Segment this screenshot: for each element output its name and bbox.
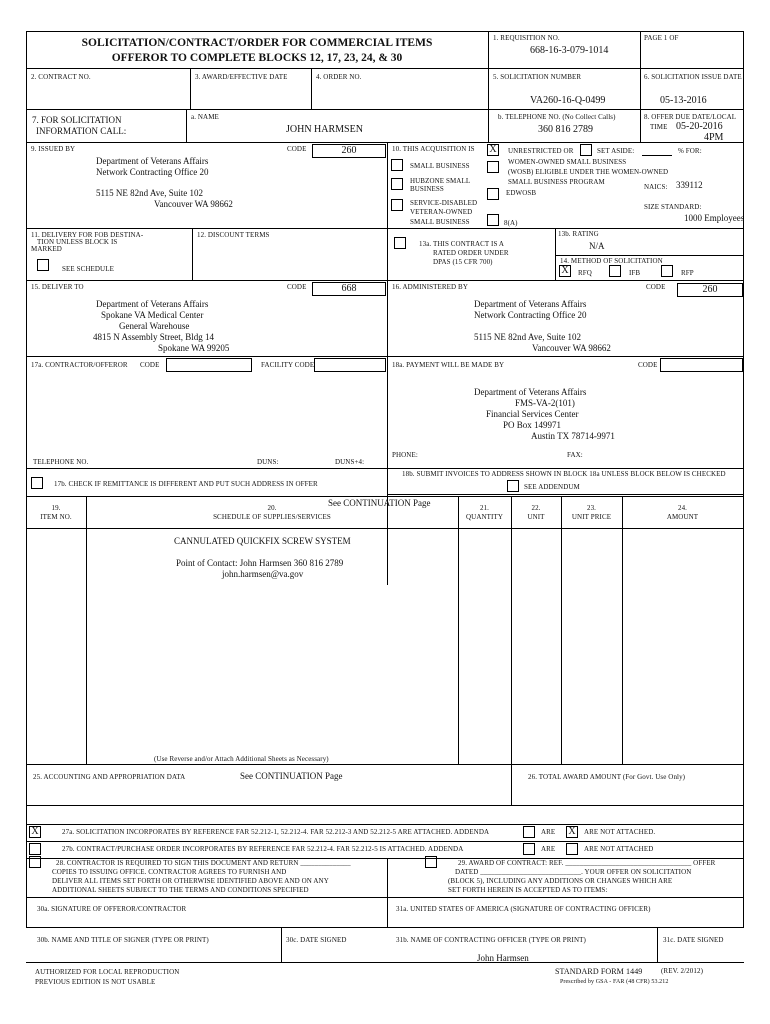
27a-are-label: ARE: [541, 828, 556, 836]
accounting-label: 25. ACCOUNTING AND APPROPRIATION DATA: [33, 773, 186, 781]
col20-header: SCHEDULE OF SUPPLIES/SERVICES: [213, 513, 331, 521]
requisition-label: 1. REQUISITION NO.: [493, 34, 560, 42]
28-line1: 28. CONTRACTOR IS REQUIRED TO SIGN THIS DOCUMENT AND RETURN ______________: [56, 859, 351, 867]
29-line3: (BLOCK 5), INCLUDING ANY ADDITIONS OR CHANGES WHICH ARE: [448, 877, 673, 885]
administered-line2: Network Contracting Office 20: [474, 310, 587, 320]
payment-phone-label: PHONE:: [392, 451, 418, 459]
28-checkbox[interactable]: [29, 856, 41, 868]
officer-name-value[interactable]: John Harmsen: [477, 953, 529, 963]
payment-line5: Austin TX 78714-9971: [531, 431, 615, 441]
delivery-label-1: 11. DELIVERY FOR FOB DESTINA-: [31, 231, 144, 239]
rated-order-label-2: RATED ORDER UNDER: [433, 249, 509, 257]
27a-text: 27a. SOLICITATION INCORPORATES BY REFERENCE FAR 52.212-1, 52.212-4. FAR 52.212-3 AND 52.212-5 ARE ATTACHED. ADDENDA: [62, 828, 490, 836]
see-addendum-checkbox[interactable]: [507, 480, 519, 492]
reverse-note: (Use Reverse and/or Attach Additional Sheets as Necessary): [154, 755, 329, 763]
sdvosb-label-3: SMALL BUSINESS: [410, 218, 470, 226]
sdvosb-checkbox[interactable]: [391, 199, 403, 211]
name-value[interactable]: JOHN HARMSEN: [286, 124, 363, 135]
submit-invoices-label: 18b. SUBMIT INVOICES TO ADDRESS SHOWN IN BLOCK 18a UNLESS BLOCK BELOW IS CHECKED: [402, 470, 726, 478]
rfp-label: RFP: [681, 269, 694, 277]
schedule-see-continuation: See CONTINUATION Page: [328, 498, 431, 508]
size-standard-label: SIZE STANDARD:: [644, 203, 702, 211]
payment-code-label: CODE: [638, 361, 658, 369]
size-standard-value[interactable]: 1000 Employees: [684, 213, 745, 223]
total-award-label: 26. TOTAL AWARD AMOUNT (For Govt. Use Only): [528, 773, 686, 781]
deliver-to-code-label: CODE: [287, 283, 307, 291]
27b-not-attached-label: ARE NOT ATTACHED: [584, 845, 654, 853]
28-line2: COPIES TO ISSUING OFFICE. CONTRACTOR AGREES TO FURNISH AND: [52, 868, 287, 876]
27a-not-attached-label: ARE NOT ATTACHED.: [584, 828, 656, 836]
deliver-to-label: 15. DELIVER TO: [31, 283, 84, 291]
col20-num: 20.: [267, 504, 277, 512]
wosb-label-3: SMALL BUSINESS PROGRAM: [508, 178, 605, 186]
signer-date-label: 30c. DATE SIGNED: [286, 936, 347, 944]
contractor-code-label: CODE: [140, 361, 160, 369]
administered-line3: 5115 NE 82nd Ave, Suite 102: [474, 332, 581, 342]
administered-by-label: 16. ADMINISTERED BY: [392, 283, 468, 291]
issued-by-line3: 5115 NE 82nd Ave, Suite 102: [96, 188, 203, 198]
unrestricted-label: UNRESTRICTED OR: [508, 147, 574, 155]
naics-label: NAICS:: [644, 183, 668, 191]
facility-code-field[interactable]: [314, 358, 386, 372]
col23-header: UNIT PRICE: [571, 513, 612, 521]
rated-order-label-1: 13a. THIS CONTRACT IS A: [419, 240, 505, 248]
acquisition-label: 10. THIS ACQUISITION IS: [392, 145, 475, 153]
footer-prescribed: Prescribed by GSA - FAR (48 CFR) 53.212: [560, 979, 669, 985]
deliver-to-line5: Spokane WA 99205: [158, 343, 230, 353]
item-email: john.harmsen@va.gov: [222, 569, 304, 579]
signature-offeror-label: 30a. SIGNATURE OF OFFEROR/CONTRACTOR: [37, 905, 187, 913]
form-title: [26, 36, 488, 66]
payment-line1: Department of Veterans Affairs: [474, 387, 587, 397]
remittance-label: 17b. CHECK IF REMITTANCE IS DIFFERENT AND PUT SUCH ADDRESS IN OFFER: [54, 480, 318, 488]
administered-line1: Department of Veterans Affairs: [474, 299, 587, 309]
item-title: CANNULATED QUICKFIX SCREW SYSTEM: [174, 536, 351, 546]
issue-date-value[interactable]: 05-13-2016: [660, 95, 707, 106]
requisition-value[interactable]: 668-16-3-079-1014: [530, 45, 609, 56]
deliver-to-line3: General Warehouse: [119, 321, 190, 331]
29-line2: DATED ____________________________. YOUR OFFER ON SOLICITATION: [455, 868, 692, 876]
payment-line2: FMS-VA-2(101): [515, 398, 575, 408]
contract-no-label: 2. CONTRACT NO.: [31, 73, 91, 81]
issued-by-label: 9. ISSUED BY: [31, 145, 76, 153]
facility-code-label: FACILITY CODE: [261, 361, 315, 369]
hubzone-label-2: BUSINESS: [410, 185, 444, 193]
phone-value[interactable]: 360 816 2789: [538, 124, 593, 135]
small-business-checkbox[interactable]: [391, 159, 403, 171]
administered-code-field[interactable]: 260: [677, 283, 743, 297]
wosb-checkbox[interactable]: [487, 161, 499, 173]
signature-officer-label: 31a. UNITED STATES OF AMERICA (SIGNATURE OF CONTRACTING OFFICER): [396, 905, 651, 913]
issued-by-code-field[interactable]: 260: [312, 144, 386, 158]
info-call-label-1: 7. FOR SOLICITATION: [32, 115, 122, 125]
28-line4: ADDITIONAL SHEETS SUBJECT TO THE TERMS AND CONDITIONS SPECIFIED: [52, 886, 309, 894]
col19-header: ITEM NO.: [40, 513, 72, 521]
small-business-label: SMALL BUSINESS: [410, 162, 470, 170]
rfq-checkbox[interactable]: X: [559, 265, 571, 277]
naics-value[interactable]: 339112: [676, 180, 703, 190]
col21-num: 21.: [479, 504, 490, 512]
delivery-label-2: TION UNLESS BLOCK IS: [37, 238, 118, 246]
27b-not-attached-checkbox[interactable]: [566, 843, 578, 855]
rated-order-checkbox[interactable]: [394, 237, 406, 249]
set-aside-checkbox[interactable]: [580, 144, 592, 156]
info-call-label-2: INFORMATION CALL:: [36, 126, 127, 136]
due-time-label: TIME: [650, 123, 668, 131]
col23-num: 23.: [586, 504, 597, 512]
edwosb-label: EDWOSB: [506, 189, 537, 197]
sdvosb-label-1: SERVICE-DISABLED: [410, 199, 478, 207]
issued-by-code-label: CODE: [287, 145, 307, 153]
payment-fax-label: FAX:: [567, 451, 583, 459]
issued-by-line2: Network Contracting Office 20: [96, 167, 209, 177]
payment-line3: Financial Services Center: [486, 409, 579, 419]
wosb-label-2: (WOSB) ELIGIBLE UNDER THE WOMEN-OWNED: [508, 168, 669, 176]
hubzone-checkbox[interactable]: [391, 178, 403, 190]
discount-terms-label: 12. DISCOUNT TERMS: [197, 231, 270, 239]
see-addendum-label: SEE ADDENDUM: [524, 483, 580, 491]
27a-not-attached-checkbox[interactable]: X: [566, 826, 578, 838]
item-poc: Point of Contact: John Harmsen 360 816 2789: [176, 558, 344, 568]
issued-by-line1: Department of Veterans Affairs: [96, 156, 209, 166]
footer-revision: (REV. 2/2012): [661, 967, 704, 975]
solicitation-number-value[interactable]: VA260-16-Q-0499: [530, 95, 606, 106]
set-aside-label: SET ASIDE:: [597, 147, 635, 155]
col24-header: AMOUNT: [666, 513, 699, 521]
eight-a-checkbox[interactable]: [487, 214, 499, 226]
29-line4: SET FORTH HEREIN IS ACCEPTED AS TO ITEMS:: [448, 886, 608, 894]
rated-order-label-3: DPAS (15 CFR 700): [433, 258, 493, 266]
signer-name-label: 30b. NAME AND TITLE OF SIGNER (TYPE OR PRINT): [37, 936, 209, 944]
ifb-checkbox[interactable]: [609, 265, 621, 277]
see-schedule-label: SEE SCHEDULE: [62, 265, 114, 273]
due-time-value[interactable]: 4PM: [704, 132, 724, 143]
col22-num: 22.: [531, 504, 541, 512]
hubzone-label-1: HUBZONE SMALL: [410, 177, 471, 185]
edwosb-checkbox[interactable]: [487, 188, 499, 200]
27b-checkbox[interactable]: [29, 843, 41, 855]
solicitation-number-label: 5. SOLICITATION NUMBER: [493, 73, 582, 81]
officer-name-label: 31b. NAME OF CONTRACTING OFFICER (TYPE OR PRINT): [396, 936, 586, 944]
percent-for-label: % FOR:: [678, 147, 702, 155]
27b-are-checkbox[interactable]: [523, 843, 535, 855]
accounting-value[interactable]: See CONTINUATION Page: [240, 771, 343, 781]
officer-date-label: 31c. DATE SIGNED: [663, 936, 724, 944]
contractor-label: 17a. CONTRACTOR/OFFEROR: [31, 361, 128, 369]
29-line1: 29. AWARD OF CONTRACT: REF. ___________________________________ OFFER: [458, 859, 716, 867]
delivery-label-3: MARKED: [31, 245, 62, 253]
duns4-label: DUNS+4:: [335, 458, 365, 466]
wosb-label-1: WOMEN-OWNED SMALL BUSINESS: [508, 158, 627, 166]
ifb-label: IFB: [629, 269, 641, 277]
footer-left-1: AUTHORIZED FOR LOCAL REPRODUCTION: [35, 968, 180, 976]
order-no-label: 4. ORDER NO.: [316, 73, 362, 81]
27b-are-label: ARE: [541, 845, 556, 853]
unrestricted-checkbox[interactable]: X: [487, 144, 499, 156]
phone-label: b. TELEPHONE NO. (No Collect Calls): [498, 113, 616, 121]
rating-value[interactable]: N/A: [589, 241, 605, 251]
deliver-to-line4: 4815 N Assembly Street, Bldg 14: [93, 332, 214, 342]
27a-checkbox[interactable]: X: [29, 826, 41, 838]
duns-label: DUNS:: [257, 458, 279, 466]
col22-header: UNIT: [527, 513, 545, 521]
method-label: 14. METHOD OF SOLICITATION: [560, 257, 663, 265]
remittance-checkbox[interactable]: [31, 477, 43, 489]
name-label: a. NAME: [191, 113, 219, 121]
rating-label: 13b. RATING: [558, 230, 599, 238]
contractor-code-field[interactable]: [166, 358, 252, 372]
27b-text: 27b. CONTRACT/PURCHASE ORDER INCORPORATES BY REFERENCE FAR 52.212-4. FAR 52.212-5 IS ATTACHED. ADDENDA: [62, 845, 464, 853]
issue-date-label: 6. SOLICITATION ISSUE DATE: [644, 73, 742, 81]
payment-code-field[interactable]: [660, 358, 743, 372]
see-schedule-checkbox[interactable]: [37, 259, 49, 271]
col24-num: 24.: [677, 504, 688, 512]
payment-label: 18a. PAYMENT WILL BE MADE BY: [392, 361, 505, 369]
27a-are-checkbox[interactable]: [523, 826, 535, 838]
issued-by-line4: Vancouver WA 98662: [154, 199, 233, 209]
eight-a-label: 8(A): [504, 219, 518, 227]
col19-num: 19.: [51, 504, 61, 512]
form-title-line1: SOLICITATION/CONTRACT/ORDER FOR COMMERCIAL ITEMS: [81, 37, 433, 49]
rfq-label: RFQ: [578, 269, 592, 277]
rfp-checkbox[interactable]: [661, 265, 673, 277]
deliver-to-code-field[interactable]: 668: [312, 282, 386, 296]
deliver-to-line1: Department of Veterans Affairs: [96, 299, 209, 309]
due-date-value[interactable]: 05-20-2016: [676, 121, 723, 132]
due-date-label: 8. OFFER DUE DATE/LOCAL: [644, 113, 737, 121]
28-line3: DELIVER ALL ITEMS SET FORTH OR OTHERWISE IDENTIFIED ABOVE AND ON ANY: [52, 877, 329, 885]
footer-left-2: PREVIOUS EDITION IS NOT USABLE: [35, 978, 156, 986]
footer-form-number: STANDARD FORM 1449: [555, 967, 643, 976]
29-checkbox[interactable]: [425, 856, 437, 868]
payment-line4: PO Box 149971: [503, 420, 562, 430]
form-title-line2: OFFEROR TO COMPLETE BLOCKS 12, 17, 23, 24, & 30: [111, 52, 403, 64]
administered-line4: Vancouver WA 98662: [532, 343, 611, 353]
award-date-label: 3. AWARD/EFFECTIVE DATE: [195, 73, 288, 81]
telephone-label: TELEPHONE NO.: [33, 458, 89, 466]
page-label: PAGE 1 OF: [644, 34, 679, 42]
deliver-to-line2: Spokane VA Medical Center: [101, 310, 204, 320]
sdvosb-label-2: VETERAN-OWNED: [410, 208, 473, 216]
col21-header: QUANTITY: [466, 513, 503, 521]
administered-code-label: CODE: [646, 283, 666, 291]
